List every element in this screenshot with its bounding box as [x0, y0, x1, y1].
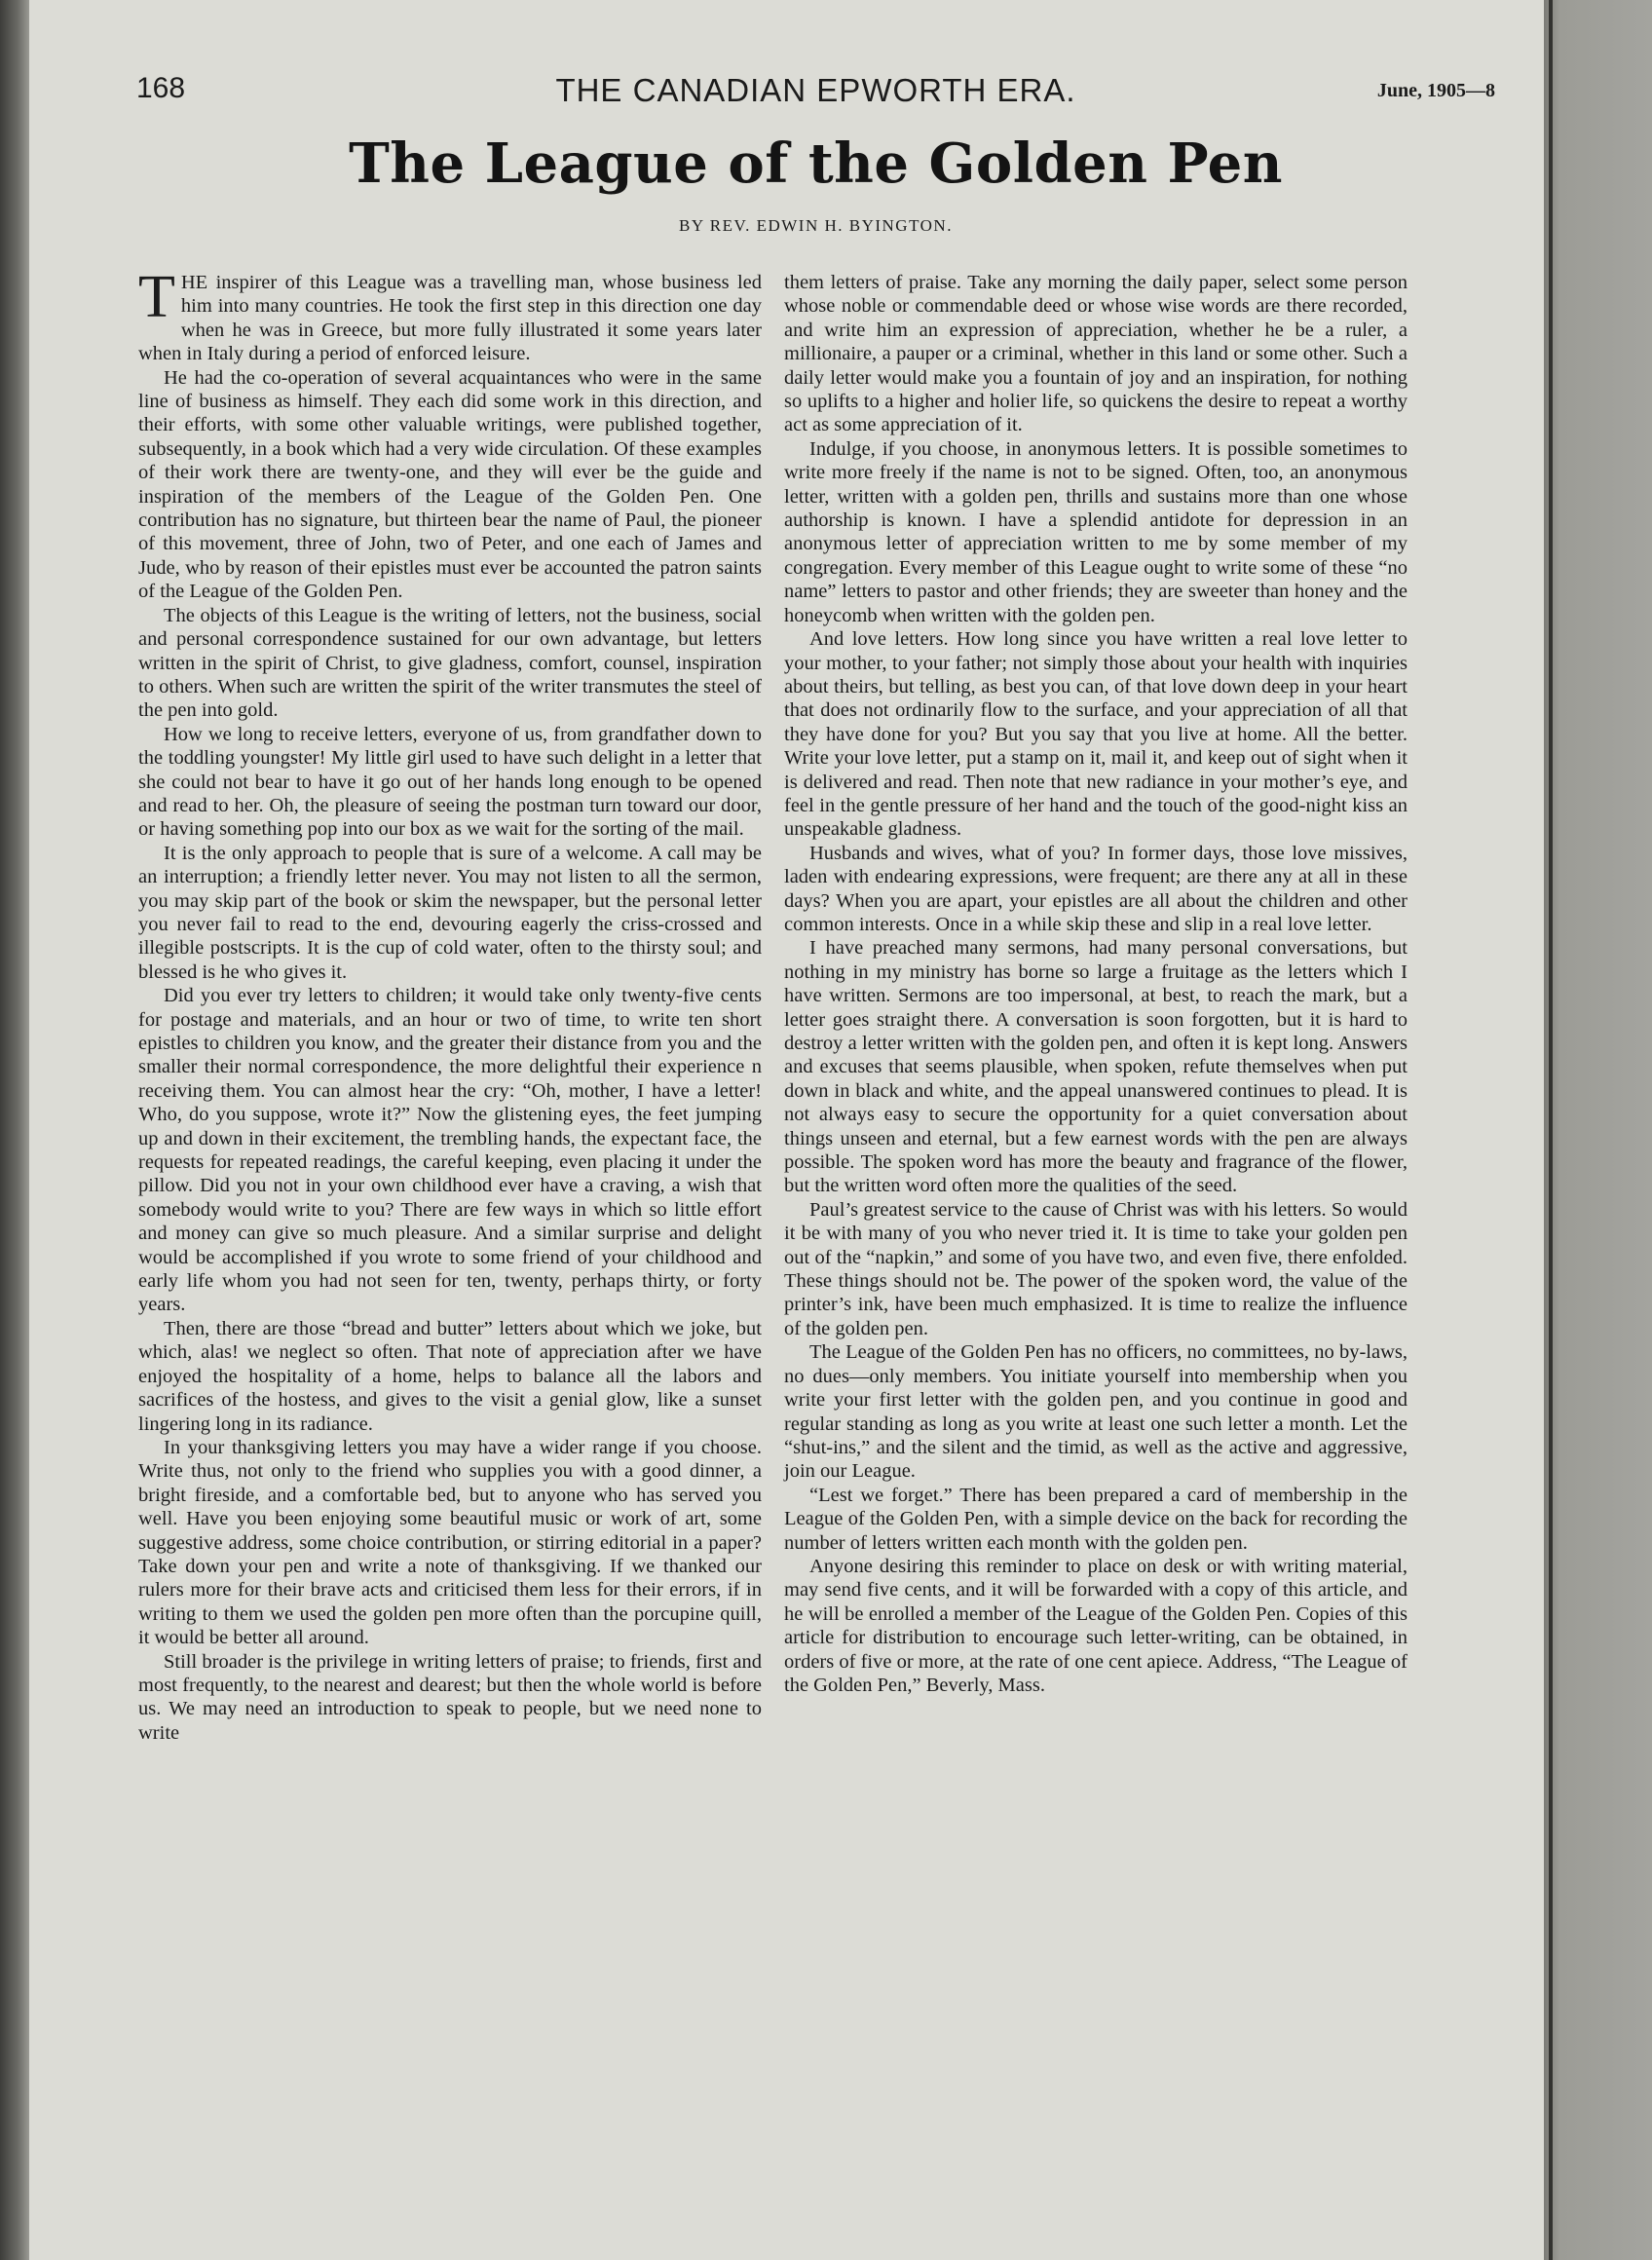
paragraph: And love letters. How long since you have written a real love letter to your mother, to your father; not simply those about your health with inquiries about theirs, but telling, as best you can, of that love down deep in your heart that does not ordinarily flow to the surface, and your appreciation of all that they have done for you? But you say that you live at home. All the better. Write your love letter, put a stamp on it, mail it, and keep out of sight when it is delivered and read. Then note that new radiance in your mother’s eye, and feel in the gentle pressure of her hand and the touch of the good-night kiss an unspeakable gladness. — [784, 628, 1408, 841]
paragraph: THE inspirer of this League was a travelling man, whose business led him into many countries. He took the first step in this direction one day when he was in Greece, but more fully illustrated it some years later when in Italy during a period of enforced leisure. — [138, 264, 762, 365]
paragraph: Still broader is the privilege in writing letters of praise; to friends, first and most frequently, to the nearest and dearest; but then the whole world is before us. We may need an introduction to speak to people, but we need none to write — [138, 1650, 762, 1744]
paragraph: Indulge, if you choose, in anonymous letters. It is possible sometimes to write more freely if the name is not to be signed. Often, too, an anonymous letter, written with a golden pen, thrills and sustains more than one whose authorship is known. I have a splendid antidote for depression in an anonymous letter of appreciation written to me by some member of my congregation. Every member of this League ought to write some of these “no name” letters to pastor and other friends; they are sweeter than honey and the honeycomb when written with the golden pen. — [784, 437, 1408, 626]
paragraph: Paul’s greatest service to the cause of Christ was with his letters. So would it be with many of you who never tried it. It is time to take your golden pen out of the “napkin,” and some of you have two, and even five, there enfolded. These things should not be. The power of the spoken word, the value of the printer’s ink, have been much emphasized. It is time to realize the influence of the golden pen. — [784, 1198, 1408, 1339]
facing-page-edge — [1544, 0, 1652, 2260]
paragraph: How we long to receive letters, everyone of us, from grandfather down to the toddling youngster! My little girl used to have such delight in a letter that she could not bear to have it go out of her hands long enough to be opened and read to her. Oh, the pleasure of seeing the postman turn toward our door, or having something pop into our box as we wait for the sorting of the mail. — [138, 723, 762, 841]
article-byline: BY REV. EDWIN H. BYINGTON. — [679, 216, 953, 235]
paragraph: Then, there are those “bread and butter” letters about which we joke, but which, alas! we neglect so often. That note of appreciation after we have enjoyed the hospitality of a home, helps to balance all the labors and sacrifices of the hostess, and gives to the visit a genial glow, like a sunset lingering long in its radiance. — [138, 1317, 762, 1435]
binding-edge — [0, 0, 29, 2260]
journal-title: THE CANADIAN EPWORTH ERA. — [555, 72, 1076, 108]
page-number: 168 — [136, 72, 186, 104]
paragraph: “Lest we forget.” There has been prepared a card of membership in the League of the Golden Pen, with a simple device on the back for recording the number of letters written each month with the golden pen. — [784, 1484, 1408, 1554]
article-title: The League of the Golden Pen — [349, 132, 1283, 196]
paragraph: Anyone desiring this reminder to place on desk or with writing material, may send five cents, and it will be forwarded with a copy of this article, and he will be enrolled a member of the League of the Golden Pen. Copies of this article for distribution to encourage such letter-writing, can be obtained, in orders of five or more, at the rate of one cent apiece. Address, “The League of the Golden Pen,” Beverly, Mass. — [784, 1555, 1408, 1696]
scanned-page — [29, 0, 1544, 2260]
right-column — [784, 271, 1408, 1697]
running-head — [136, 68, 1495, 107]
paragraph: The objects of this League is the writing of letters, not the business, social and personal correspondence sustained for our own advantage, but letters written in the spirit of Christ, to give gladness, comfort, counsel, inspiration to others. When such are written the spirit of the writer transmutes the steel of the pen into gold. — [138, 604, 762, 722]
paragraph: Did you ever try letters to children; it would take only twenty-five cents for postage and materials, and an hour or two of time, to write ten short epistles to children you know, and the greater their distance from you and the smaller their normal correspondence, the more delightful their experience n receiving them. You can almost hear the cry: “Oh, mother, I have a letter! Who, do you suppose, wrote it?” Now the glistening eyes, the feet jumping up and down in their excitement, the trembling hands, the expectant face, the requests for repeated readings, the careful keeping, even placing it under the pillow. Did you not in your own childhood ever have a craving, a wish that somebody would write to you? There are few ways in which so little effort and money can give so much pleasure. And a similar surprise and delight would be accomplished if you wrote to some friend of your childhood and early life whom you had not seen for ten, twenty, perhaps thirty, or forty years. — [138, 985, 762, 1316]
paragraph: He had the co-operation of several acquaintances who were in the same line of business as himself. They each did some work in this direction, and their efforts, with some other valuable writings, were published together, subsequently, in a book which had a very wide circulation. Of these examples of their work there are twenty-one, and they will ever be the guide and inspiration of the members of the League of the Golden Pen. One contribution has no signature, but thirteen bear the name of Paul, the pioneer of this movement, three of John, two of Peter, and one each of James and Jude, who by reason of their epistles must ever be accounted the patron saints of the League of the Golden Pen. — [138, 366, 762, 603]
paragraph: It is the only approach to people that is sure of a welcome. A call may be an interruption; a friendly letter never. You may not listen to all the sermon, you may skip part of the book or skim the newspaper, but the personal letter you never fail to read to the end, devouring eagerly the criss-crossed and illegible postscripts. It is the cup of cold water, often to the thirsty soul; and blessed is he who gives it. — [138, 842, 762, 983]
paragraph: them letters of praise. Take any morning the daily paper, select some person whose noble or commendable deed or whose wise words are there recorded, and write him an expression of appreciation, whether he be a ruler, a millionaire, a pauper or a criminal, whether in this land or some other. Such a daily letter would make you a fountain of joy and an inspiration, for nothing so uplifts to a higher and holier life, so quickens the desire to repeat a worthy act as some appreciation of it. — [784, 272, 1408, 436]
issue-date: June, 1905—8 — [1376, 80, 1495, 101]
page-fold-shadow — [1549, 0, 1553, 2260]
paragraph: Husbands and wives, what of you? In former days, those love missives, laden with endearing expressions, were frequent; are there any at all in these days? When you are apart, your epistles are all about the children and other common interests. Once in a while skip these and slip in a real love letter. — [784, 842, 1408, 935]
paragraph: In your thanksgiving letters you may have a wider range if you choose. Write thus, not only to the friend who supplies you with a good dinner, a bright fireside, and a comfortable bed, but to anyone who has served you well. Have you been enjoying some beautiful music or work of art, some suggestive address, some choice contribution, or stirring editorial in a paper? Take down your pen and write a note of thanksgiving. If we thanked our rulers more for their brave acts and criticised them less for their errors, if in writing to them we used the golden pen more often than the porcupine quill, it would be better all around. — [138, 1436, 762, 1649]
paragraph: I have preached many sermons, had many personal conversations, but nothing in my ministry has borne so large a fruitage as the letters which I have written. Sermons are too impersonal, at best, to reach the mark, but a letter goes straight there. A conversation is soon forgotten, but it is hard to destroy a letter written with the golden pen, and often it is kept long. Answers and excuses that seems plausible, when spoken, refute themselves when put down in black and white, and the appeal unanswered continues to plead. It is not always easy to secure the opportunity for a quiet conversation about things unseen and eternal, but a few earnest words with the pen are always possible. The spoken word has more the beauty and fragrance of the flower, but the written word often more the qualities of the seed. — [784, 937, 1408, 1197]
left-column — [138, 264, 762, 1745]
drop-cap: T — [138, 264, 175, 330]
paragraph: The League of the Golden Pen has no officers, no committees, no by-laws, no dues—only members. You initiate yourself into membership when you write your first letter with the golden pen, and you continue in good and regular standing as long as you write at least one such letter a month. Let the “shut-ins,” and the silent and the timid, as well as the active and aggressive, join our League. — [784, 1341, 1408, 1483]
